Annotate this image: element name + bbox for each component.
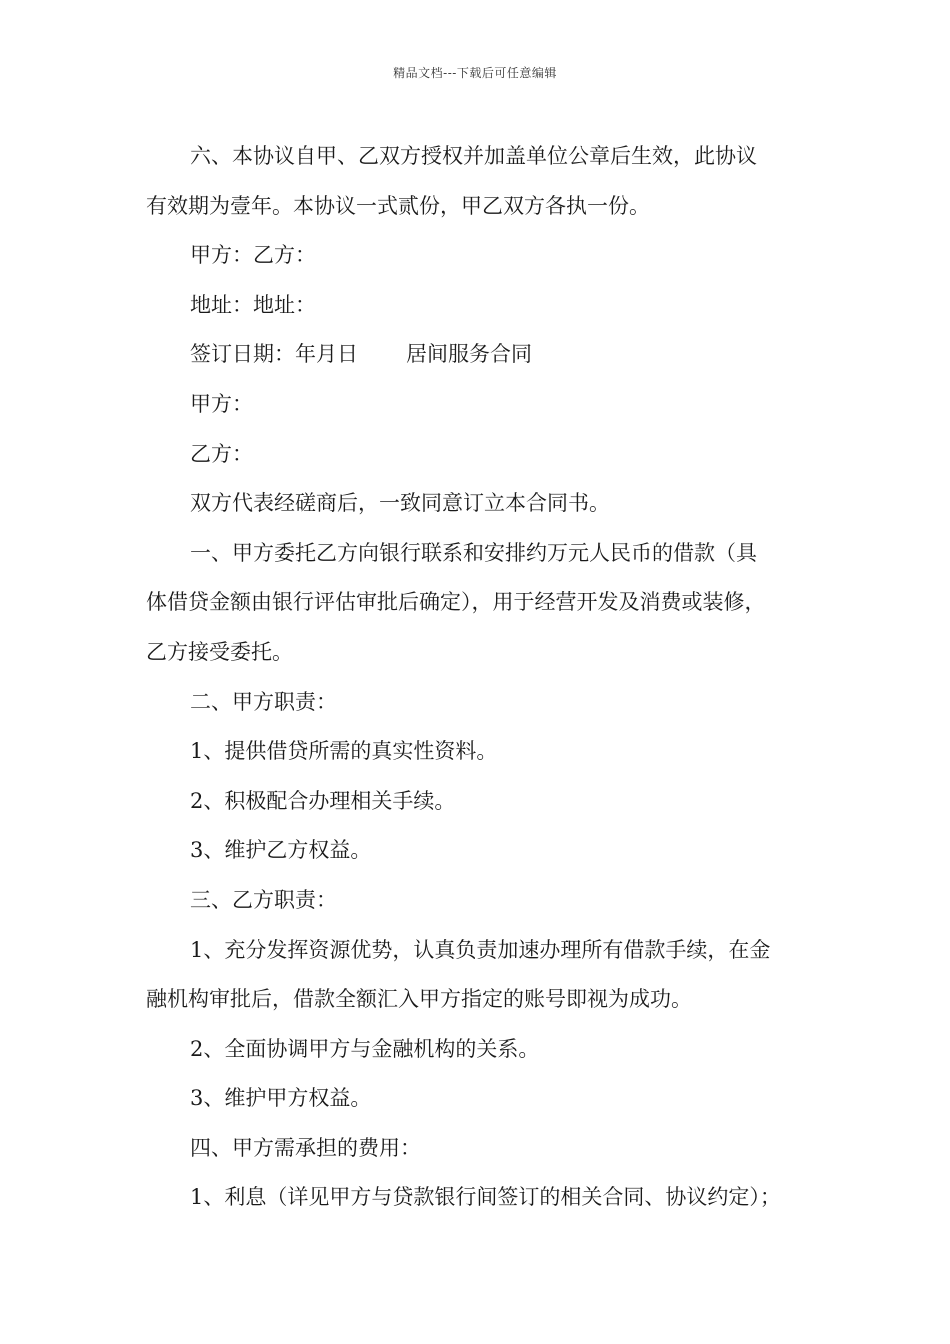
clause-two-item-1: 1、提供借贷所需的真实性资料。 xyxy=(190,739,498,764)
clause-six-line-2: 有效期为壹年。本协议一式贰份，甲乙双方各执一份。 xyxy=(146,193,650,218)
contract-title: 居间服务合同 xyxy=(406,342,532,367)
clause-three-item-1-line-2: 融机构审批后，借款全额汇入甲方指定的账号即视为成功。 xyxy=(146,987,692,1012)
clause-two-item-2: 2、积极配合办理相关手续。 xyxy=(190,788,456,813)
clause-two-heading: 二、甲方职责： xyxy=(190,689,337,714)
signing-date-label: 签订日期：年月日 xyxy=(190,342,358,367)
clause-three-item-1-line-1: 1、充分发挥资源优势，认真负责加速办理所有借款手续，在金 xyxy=(190,937,771,962)
page-header: 精品文档---下载后可任意编辑 xyxy=(393,66,557,80)
clause-one-line-1: 一、甲方委托乙方向银行联系和安排约万元人民币的借款（具 xyxy=(190,540,757,565)
clause-four-item-1: 1、利息（详见甲方与贷款银行间签订的相关合同、协议约定）； xyxy=(190,1185,781,1210)
clause-one-line-2: 体借贷金额由银行评估审批后确定），用于经营开发及消费或装修， xyxy=(146,590,766,615)
signing-date-line xyxy=(146,330,814,380)
clause-three-item-3: 3、维护甲方权益。 xyxy=(190,1086,372,1111)
party-b-label: 乙方： xyxy=(190,441,253,466)
clause-three-heading: 三、乙方职责： xyxy=(190,887,337,912)
address-line: 地址：地址： xyxy=(190,292,316,317)
clause-three-item-2: 2、全面协调甲方与金融机构的关系。 xyxy=(190,1036,540,1061)
clause-two-item-3: 3、维护乙方权益。 xyxy=(190,838,372,863)
clause-one-line-3: 乙方接受委托。 xyxy=(146,639,293,664)
clause-four-heading: 四、甲方需承担的费用： xyxy=(190,1135,421,1160)
clause-six-line-1: 六、本协议自甲、乙双方授权并加盖单位公章后生效，此协议 xyxy=(190,144,757,168)
party-signature-line: 甲方：乙方： xyxy=(190,243,316,268)
intro-paragraph: 双方代表经磋商后，一致同意订立本合同书。 xyxy=(190,491,610,516)
party-a-label: 甲方： xyxy=(190,391,253,416)
document-body xyxy=(146,132,814,1223)
